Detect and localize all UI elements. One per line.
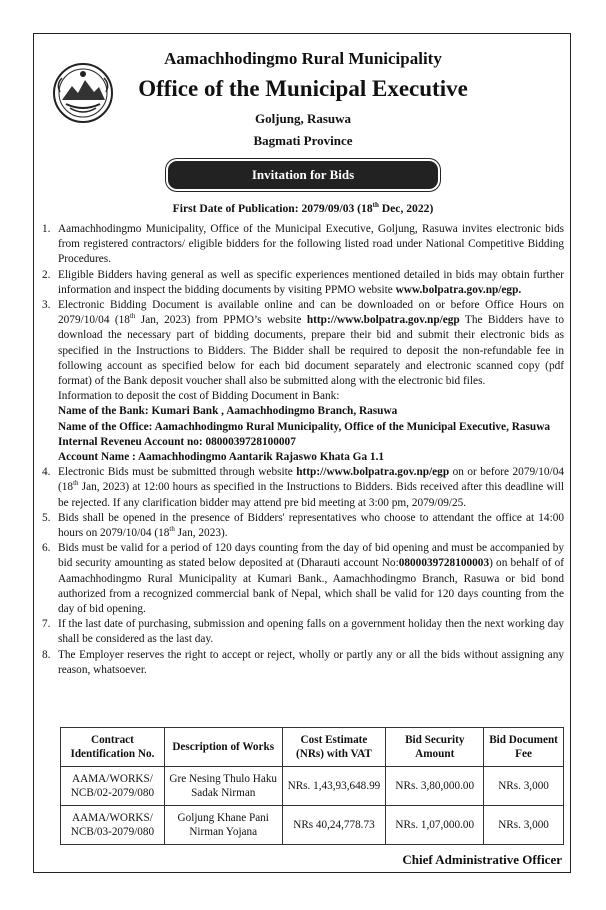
municipality-name: Aamachhodingmo Rural Municipality [164, 49, 442, 68]
office-title: Office of the Municipal Executive [138, 76, 468, 101]
office-name: Name of the Office: Aamachhodingmo Rural Municipality, Office of the Municipal Executive, Rasuwa [58, 420, 551, 433]
signoff: Chief Administrative Officer [402, 852, 562, 867]
list-item: 2. Eligible Bidders having general as well as specific experiences mentioned detailed in bids may obtain further information and inspect the bidding documents by visiting PPMO website www.bolpatra.gov.np/egp. [42, 268, 564, 296]
publication-date: First Date of Publication: 2079/09/03 (18th Dec, 2022) [172, 201, 434, 215]
cell-document-fee: NRs. 3,000 [484, 806, 564, 845]
list-item: 7. If the last date of purchasing, submission and opening falls on a government holiday then the next working day shall be considered as the last day. [42, 618, 564, 646]
cell-bid-security: NRs. 1,07,000.00 [386, 806, 484, 845]
ppmo-link[interactable]: http://www.bolpatra.gov.np/egp [296, 466, 450, 479]
bank-name: Name of the Bank: Kumari Bank , Aamachhodingmo Branch, Rasuwa [58, 405, 398, 418]
cell-contract-id: AAMA/WORKS/ NCB/02-2079/080 [61, 767, 165, 806]
cell-contract-id: AAMA/WORKS/ NCB/03-2079/080 [61, 806, 165, 845]
office-location: Goljung, Rasuwa [254, 111, 352, 126]
cell-description: Gre Nesing Thulo Haku Sadak Nirman [164, 767, 282, 806]
header-document-fee: Bid Document Fee [484, 728, 564, 767]
list-item: 4. Electronic Bids must be submitted through website http://www.bolpatra.gov.np/egp on or before 2079/10/04 (18th Jan, 2023) at 12:00 hours as specified in the Instructions to Bidders. Bids received after this deadline will be rejected. If any clarification bidder may attend pre bid meeting at 3:00 pm, 2079/09/25. [42, 466, 564, 509]
terms-list [42, 222, 564, 678]
header-cost-estimate: Cost Estimate (NRs) with VAT [282, 728, 386, 767]
header-description: Description of Works [164, 728, 282, 767]
cell-bid-security: NRs. 3,80,000.00 [386, 767, 484, 806]
invitation-banner: Invitation for Bids [168, 161, 438, 189]
cell-description: Goljung Khane Pani Nirman Yojana [164, 806, 282, 845]
account-name: Account Name : Aamachhodingmo Aantarik Rajaswo Khata Ga 1.1 [58, 451, 385, 464]
list-item: 3. Electronic Bidding Document is available online and can be downloaded on or before Office Hours on 2079/10/04 (18th Jan, 2023) from PPMO’s website http://www.bolpatra.gov.np/egp The Bidders have to download the necessary part of bidding documents, prepare their bid and submit their electronic bids as specified in the Instructions to Bidders. The Bidder shall be required to deposit the non-refundable fee in following account as specified below for each bid document separately and electronic scanned copy (pdf format) of the Bank deposit voucher shall also be submitted along with the electronic bid files. Information to deposit the cost of Bidding Document in Bank: Name of the Bank: Kumari Bank , Aamachhodingmo Branch, Rasuwa Name of the Office: Aamachhodingmo Rural Municipality, Office of the Municipal Executive, Rasuwa Internal Reveneu Account no: 0800039728100007 Account Name : Aamachhodingmo Aantarik Rajaswo Khata Ga 1.1 [42, 298, 564, 465]
table-header-row [61, 728, 564, 767]
table-row [61, 806, 564, 845]
ppmo-link[interactable]: www.bolpatra.gov.np/egp. [395, 283, 522, 296]
account-number: Internal Reveneu Account no: 0800039728100007 [58, 435, 296, 448]
cell-cost-estimate: NRs. 1,43,93,648.99 [282, 767, 386, 806]
bids-table [60, 727, 564, 845]
header-contract-id: Contract Identification No. [61, 728, 165, 767]
table-row [61, 767, 564, 806]
province-name: Bagmati Province [253, 133, 353, 148]
list-item: 1. Aamachhodingmo Municipality, Office of the Municipal Executive, Goljung, Rasuwa invites electronic bids from registered contractors/ eligible bidders for the following listed road under National Competitive Bidding Procedures. [42, 223, 564, 266]
list-item: 6. Bids must be valid for a period of 120 days counting from the day of bid opening and must be accompanied by bid security amounting as stated below deposited at (Dharauti account No:0800039728100003) on behalf of of Aamachhodingmo Rural Municipality at Kumari Bank., Aamachhodingmo Branch, Rasuwa or bid bond authorized from a recognized commercial bank of Nepal, which shall be valid for 120 days counting from the day of bid opening. [42, 542, 565, 616]
list-item: 5. Bids shall be opened in the presence of Bidders' representatives who choose to attendant the office at 14:00 hours on 2079/10/04 (18th Jan, 2023). [42, 511, 564, 540]
cell-cost-estimate: NRs 40,24,778.73 [282, 806, 386, 845]
list-item: 8. The Employer reserves the right to accept or reject, wholly or partly any or all the bids without assigning any reason, whatsoever. [42, 648, 564, 676]
cell-document-fee: NRs. 3,000 [484, 767, 564, 806]
deposit-info: Information to deposit the cost of Bidding Document in Bank: [58, 390, 340, 403]
ppmo-link[interactable]: http://www.bolpatra.gov.np/egp [306, 314, 460, 327]
header-bid-security: Bid Security Amount [386, 728, 484, 767]
